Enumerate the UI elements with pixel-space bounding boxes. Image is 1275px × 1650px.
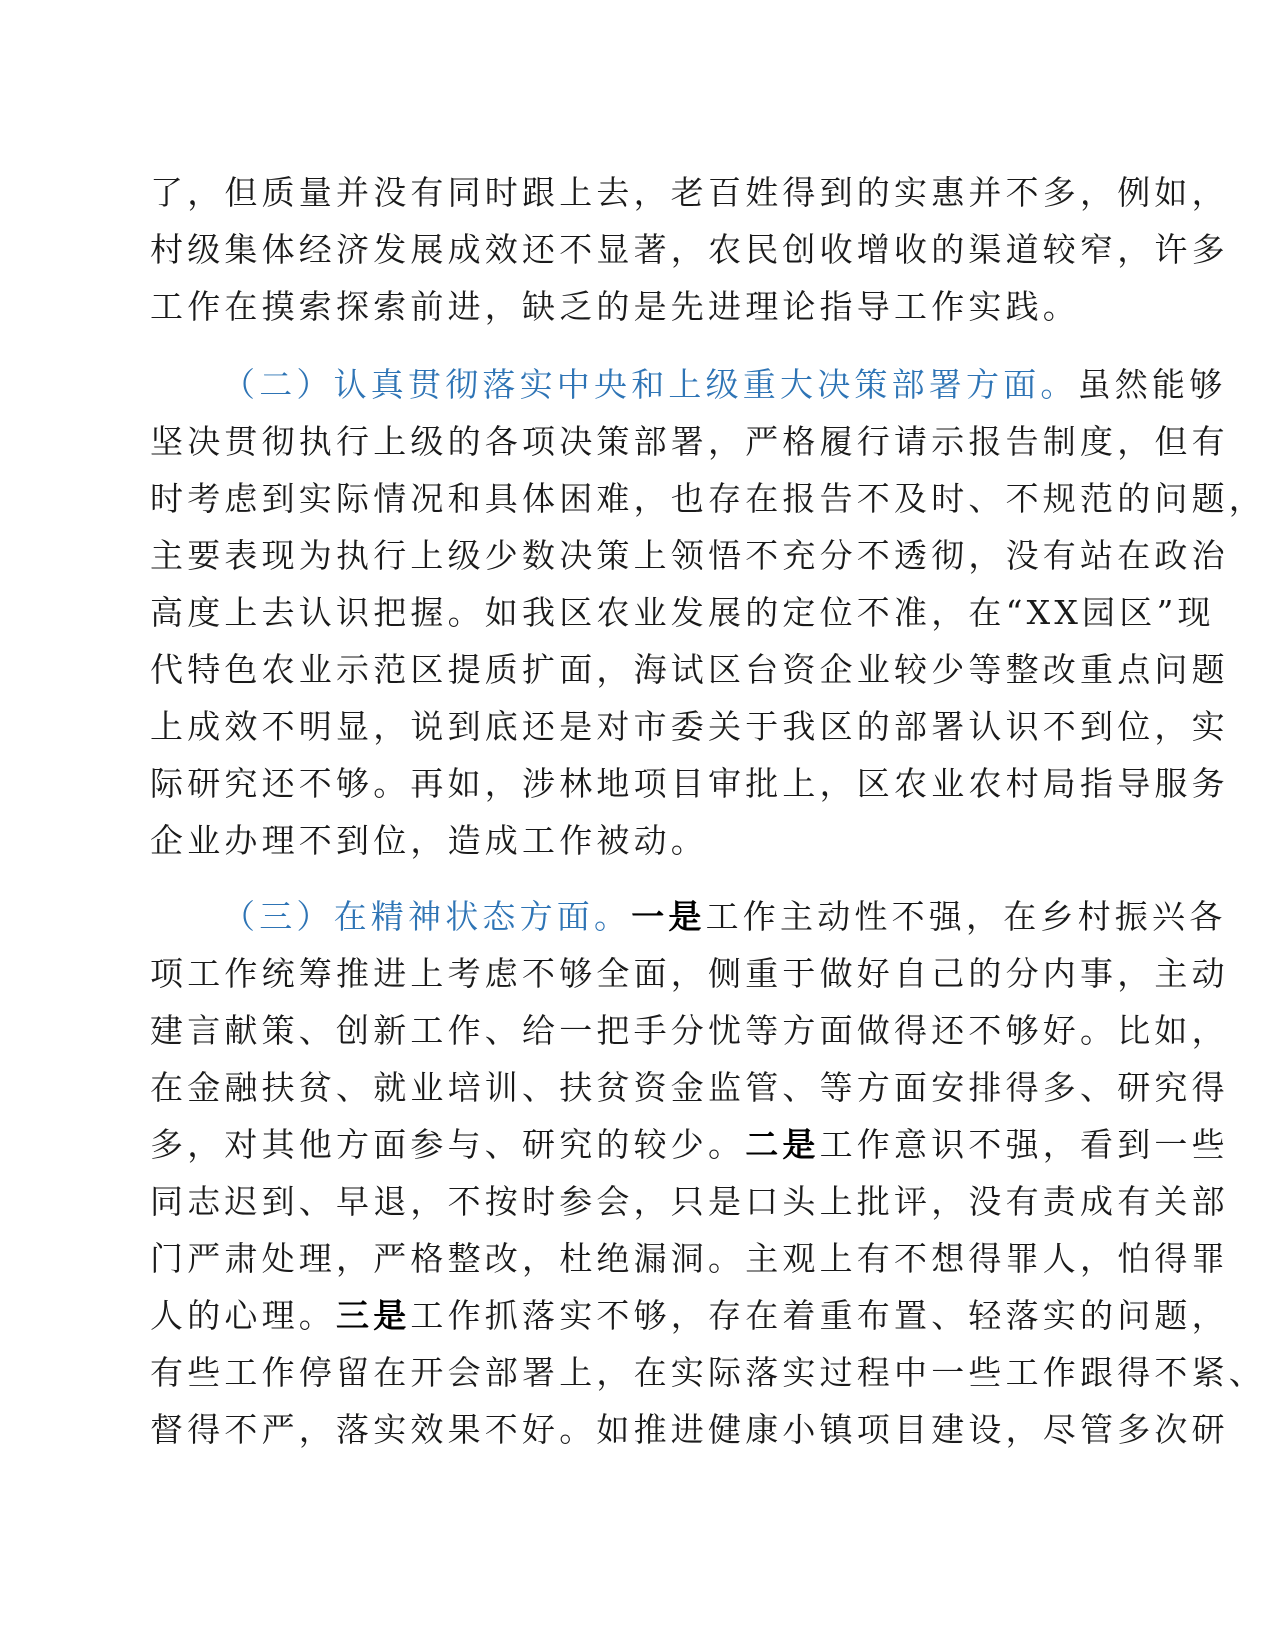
paragraph-line: 主要表现为执行上级少数决策上领悟不充分不透彻，没有站在政治 [150,536,1229,575]
paragraph-line: 在金融扶贫、就业培训、扶贫资金监管、等方面安排得多、研究得 [150,1068,1229,1107]
paragraph-first-line [150,888,1227,945]
paragraph-line: 上成效不明显，说到底还是对市委关于我区的部署认识不到位，实 [150,707,1229,746]
paragraph-line: 时考虑到实际情况和具体困难，也存在报告不及时、不规范的问题， [150,479,1266,518]
paragraph-line: 工作在摸索探索前进，缺乏的是先进理论指导工作实践。 [150,287,1080,326]
paragraph-3 [150,888,1266,1458]
paragraph-line: 村级集体经济发展成效还不显著，农民创收增收的渠道较窄，许多 [150,230,1229,269]
paragraph-line: 门严肃处理，严格整改，杜绝漏洞。主观上有不想得罪人，怕得罪 [150,1239,1229,1278]
paragraph-1 [150,164,1229,335]
paragraph-text: 工作主动性不强，在乡村振兴各 [705,897,1227,936]
paragraph-line: 高度上去认识把握。如我区农业发展的定位不准，在“XX园区”现 [150,593,1215,632]
paragraph-line: 坚决贯彻执行上级的各项决策部署，严格履行请示报告制度，但有 [150,422,1229,461]
emphasis-text: 三是 [336,1296,411,1335]
paragraph-text: 虽然能够 [1077,365,1227,404]
emphasis-text: 一是 [631,897,706,936]
paragraph-line: 建言献策、创新工作、给一把手分忧等方面做得还不够好。比如， [150,1011,1229,1050]
paragraph-text: 工作意识不强，看到一些 [819,1125,1229,1164]
paragraph-text: 多，对其他方面参与、研究的较少。 [150,1125,746,1164]
paragraph-line: 际研究还不够。再如，涉林地项目审批上，区农业农村局指导服务 [150,764,1229,803]
paragraph-text: 人的心理。 [150,1296,336,1335]
paragraph-2 [150,356,1266,869]
paragraph-line: 了，但质量并没有同时跟上去，老百姓得到的实惠并不多，例如， [150,173,1229,212]
paragraph-line: 项工作统筹推进上考虑不够全面，侧重于做好自己的分内事，主动 [150,954,1229,993]
emphasis-text: 二是 [745,1125,820,1164]
paragraph-line [150,1116,1229,1173]
section-heading-2: （二）认真贯彻落实中央和上级重大决策部署方面。 [222,365,1078,404]
paragraph-line: 督得不严，落实效果不好。如推进健康小镇项目建设，尽管多次研 [150,1410,1229,1449]
paragraph-line: 同志迟到、早退，不按时参会，只是口头上批评，没有责成有关部 [150,1182,1229,1221]
paragraph-line [150,1287,1229,1344]
paragraph-text: 工作抓落实不够，存在着重布置、轻落实的问题， [410,1296,1229,1335]
paragraph-first-line [150,356,1227,413]
paragraph-line: 企业办理不到位，造成工作被动。 [150,821,708,860]
section-heading-3: （三）在精神状态方面。 [222,897,632,936]
paragraph-line: 代特色农业示范区提质扩面，海试区台资企业较少等整改重点问题 [150,650,1229,689]
paragraph-line: 有些工作停留在开会部署上，在实际落实过程中一些工作跟得不紧、 [150,1353,1266,1392]
